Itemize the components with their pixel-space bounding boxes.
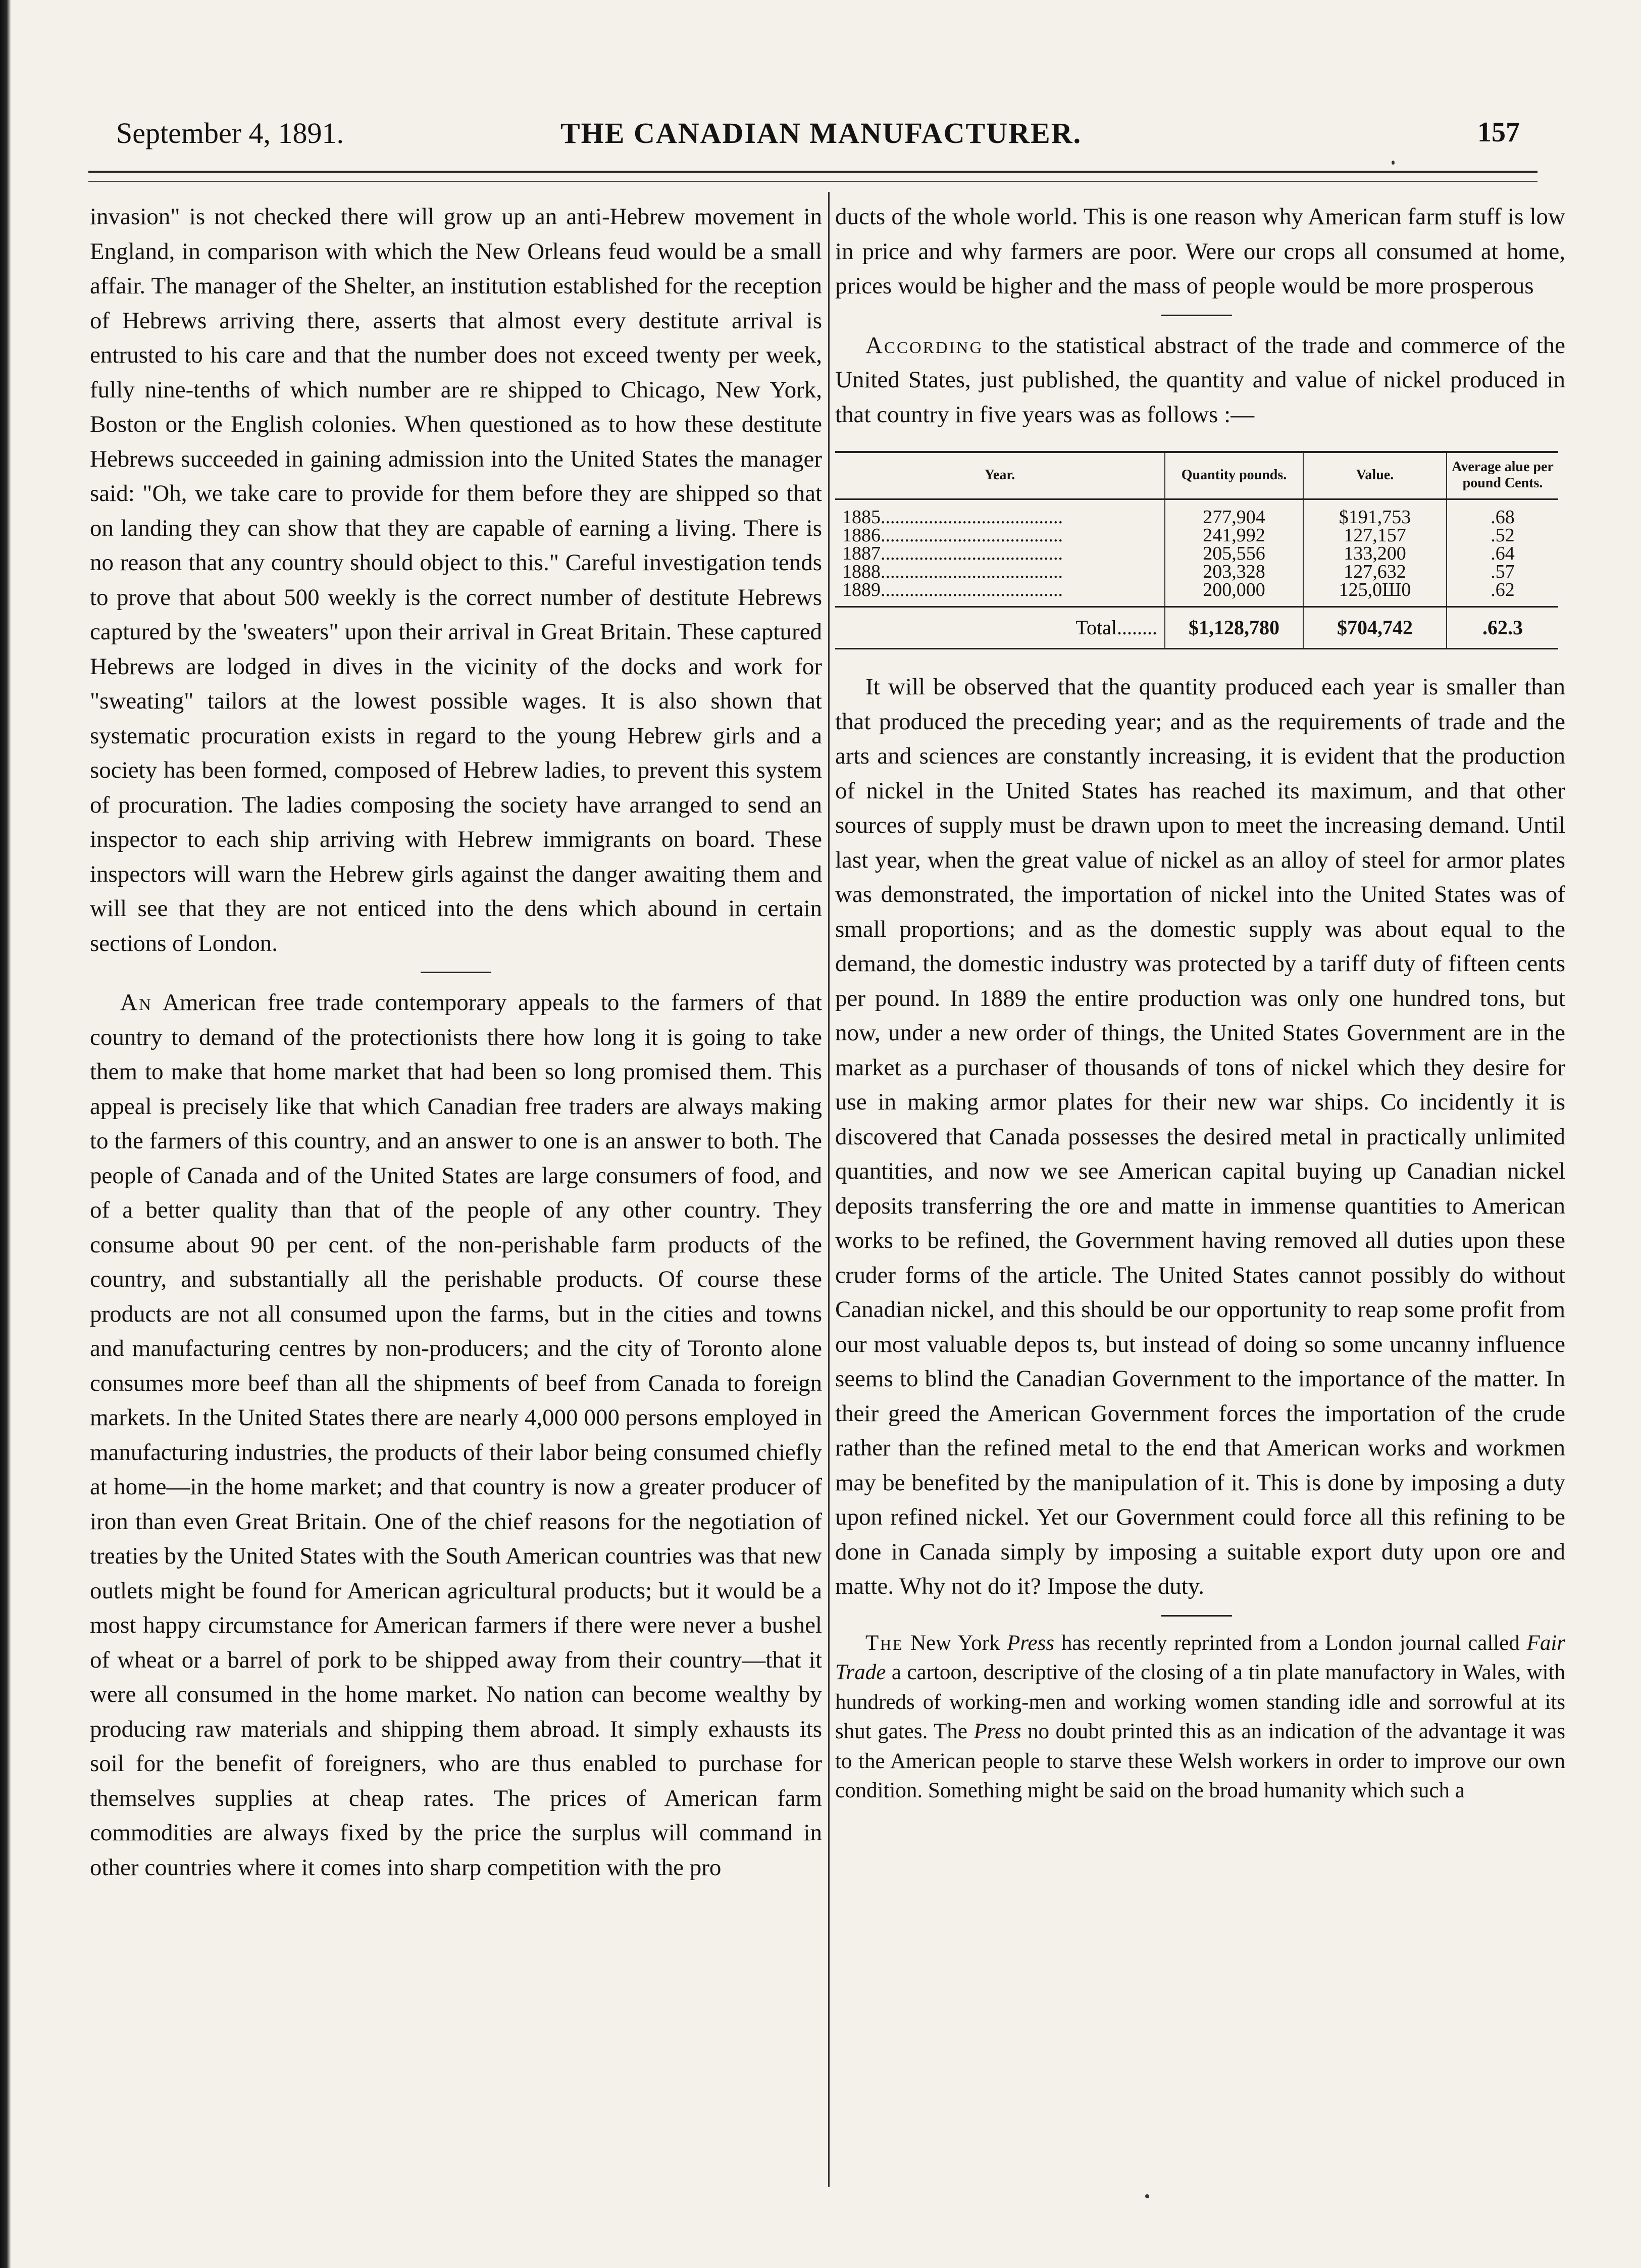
cell-value: 133,200	[1303, 544, 1447, 563]
col-header-value: Value.	[1303, 453, 1447, 499]
italic-press: Press	[973, 1720, 1021, 1743]
section-separator	[1161, 315, 1232, 316]
article-continuation-products: ducts of the whole world. This is one reason why American farm stuff is low in price and why farmers are poor. Were our crops all consumed at home, prices would be higher and the mass of people would be more prosperous	[835, 204, 1565, 299]
cell-average: .52	[1447, 526, 1558, 544]
table-total-row	[835, 607, 1558, 648]
italic-fair-trade: Fair Trade	[835, 1631, 1565, 1684]
text-run: New York	[903, 1631, 1007, 1655]
cell-year: 1889......................................	[842, 579, 1063, 600]
cell-value: 125,0Ш0	[1303, 581, 1447, 607]
dot-leader: ......................................	[881, 543, 1063, 564]
article-free-trade-body: American free trade contemporary appeals to the farmers of that country to demand of the protectionists there how long it is going to take them to make that home market that had been so long promised them. This appeal is precisely like that which Canadian free traders are always making to the farmers of this country, and an answer to one is an answer to both. The people of Canada and of the United States are large consumers of food, and of a better quality than that of the people of any other country. They consume about 90 per cent. of the non-perishable farm products of the country, and substantially all the perishable products. Of course these products are not all consumed upon the farms, but in the cities and towns and manufacturing centres by non-producers; and the city of Toronto alone consumes more beef than all the shipments of beef from Canada to foreign markets. In the United States there are nearly 4,000 000 persons employed in manufacturing industries, the products of their labor being consumed chiefly at home—in the home market; and that country is now a greater producer of iron than even Great Britain. One of the chief reasons for the negotiation of treaties by the United States with the South American countries was that new outlets might be found for American agricultural products; but it would be a most happy circumstance for American farmers if there were never a bushel of wheat or a barrel of pork to be shipped away from their country—that it were all consumed in the home market. No nation can become wealthy by producing raw materials and shipping them abroad. It simply exhausts its soil for the benefit of foreigners, who are thus enabled to purchase for themselves supplies at cheap rates. The prices of American farm commodities are always fixed by the price the surplus will command in other countries where it comes into sharp competition with the pro	[90, 989, 822, 1881]
cell-quantity: 241,992	[1165, 526, 1303, 544]
cell-average: .64	[1447, 544, 1558, 563]
cell-value: 127,632	[1303, 563, 1447, 581]
cell-average: .62	[1447, 581, 1558, 607]
total-average: .62.3	[1447, 607, 1558, 648]
total-label: Total........	[835, 607, 1165, 648]
text-run: has recently reprinted from a London journal called	[1054, 1631, 1527, 1655]
cell-year: 1887......................................	[842, 543, 1063, 564]
page-edge-shadow	[0, 0, 11, 2268]
section-separator	[1161, 1615, 1232, 1617]
article-nickel-intro-body: to the statistical abstract of the trade and commerce of the United States, just published, the quantity and value of nickel produced in that country in five years was as follows :—	[835, 332, 1565, 428]
table-row	[835, 581, 1558, 607]
table-row	[835, 544, 1558, 563]
text-run: no doubt printed this as an indication of the advantage it was to the American people to starve these Welsh workers in order to improve our own condition. Something might be said on the broad humanity which such a	[835, 1720, 1565, 1802]
page-number: 157	[1477, 117, 1520, 148]
nickel-production-table	[835, 451, 1558, 649]
col-header-year: Year.	[835, 453, 1165, 499]
article-free-trade	[90, 985, 822, 1885]
lead-word: An	[120, 989, 152, 1016]
cell-value: $191,753	[1303, 499, 1447, 527]
header-rule	[88, 171, 1537, 182]
cell-quantity: 200,000	[1165, 581, 1303, 607]
right-column	[828, 199, 1565, 1806]
dot-leader: ......................................	[881, 579, 1063, 600]
cell-year: 1886......................................	[842, 525, 1063, 546]
article-tin-plate	[828, 1629, 1565, 1806]
cell-quantity: 203,328	[1165, 563, 1303, 581]
page-header	[116, 116, 1520, 162]
dot-leader: ......................................	[881, 507, 1063, 528]
cell-quantity: 277,904	[1165, 499, 1303, 527]
col-header-quantity: Quantity pounds.	[1165, 453, 1303, 499]
lead-word: According	[865, 332, 984, 359]
article-continuation-hebrew: invasion" is not checked there will grow up an anti-Hebrew movement in England, in comparison with which the New Orleans feud would be a small affair. The manager of the Shelter, an institution established for the reception of Hebrews arriving there, asserts that almost every destitute arrival is entrusted to his care and that the number does not exceed twenty per week, fully nine-tenths of which number are re shipped to Chicago, New York, Boston or the English colonies. When questioned as to how these destitute Hebrews succeeded in gaining admission into the United States the manager said: "Oh, we take care to provide for them before they are shipped so that on landing they can show that they are capable of earning a living. There is no reason that any country should object to this." Careful investigation tends to prove that about 500 weekly is the correct number of destitute Hebrews captured by the 'sweaters" upon their arrival in Great Britain. These captured Hebrews are lodged in dives in the vicinity of the docks and work for "sweating" tailors at the lowest possible wages. It is also shown that systematic procuration exists in regard to the young Hebrew girls and a society has been formed, composed of Hebrew ladies, to prevent this system of procuration. The ladies composing the society have arranged to send an inspector to each ship arriving with Hebrew immigrants on board. These inspectors will warn the Hebrew girls against the danger awaiting them and will see that they are not enticed into the dens which abound in certain sections of London.	[90, 204, 822, 956]
table-header-row	[835, 453, 1558, 499]
cell-average: .57	[1447, 563, 1558, 581]
dot-leader: ......................................	[881, 561, 1063, 582]
table-row	[835, 563, 1558, 581]
header-title: THE CANADIAN MANUFACTURER.	[560, 117, 1082, 149]
ink-dot	[1145, 2194, 1149, 2198]
dot-leader: ......................................	[881, 525, 1063, 546]
text-run: a cartoon, descriptive of the closing of a tin plate manufactory in Wales, with hundreds of working-men and working women standing idle and sorrowful at its shut gates. The	[835, 1660, 1565, 1743]
cell-value: 127,157	[1303, 526, 1447, 544]
cell-average: .68	[1447, 499, 1558, 527]
table-row	[835, 526, 1558, 544]
cell-quantity: 205,556	[1165, 544, 1303, 563]
total-quantity: $1,128,780	[1165, 607, 1303, 648]
total-value: $704,742	[1303, 607, 1447, 648]
table-row	[835, 499, 1558, 527]
ink-speck	[1392, 161, 1395, 165]
left-column	[90, 199, 822, 1885]
article-nickel-intro	[828, 328, 1565, 432]
italic-press: Press	[1007, 1631, 1055, 1655]
lead-word: The	[865, 1631, 904, 1655]
cell-year: 1885......................................	[842, 507, 1063, 528]
col-header-average: Average alue per pound Cents.	[1447, 453, 1558, 499]
header-date: September 4, 1891.	[116, 117, 344, 149]
cell-year: 1888......................................	[842, 561, 1063, 582]
article-nickel-body: It will be observed that the quantity produced each year is smaller than that produced the preceding year; and as the requirements of trade and the arts and sciences are constantly increasing, it is evident that the production of nickel in the United States has reached its maximum, and that other sources of supply must be drawn upon to meet the increasing demand. Until last year, when the great value of nickel as an alloy of steel for armor plates was demonstrated, the importation of nickel into the United States was of small proportions; and as the domestic supply was about equal to the demand, the domestic industry was protected by a tariff duty of fifteen cents per pound. In 1889 the entire production was only one hundred tons, but now, under a new order of things, the United States Government are in the market as a purchaser of thousands of tons of nickel which they desire for use in making armor plates for their new war ships. Co incidently it is discovered that Canada possesses the desired metal in practically unlimited quantities, and now we see American capital buying up Canadian nickel deposits transferring the ore and matte in immense quantities to American works to be refined, the Government having removed all duties upon these cruder forms of the article. The United States cannot possibly do without Canadian nickel, and this should be our opportunity to reap some profit from our most valuable depos ts, but instead of doing so some uncanny influence seems to blind the Canadian Government to the importance of the matter. In their greed the American Government forces the importation of the crude rather than the refined metal to the end that American works and workmen may be benefited by the manipulation of it. This is done by imposing a duty upon refined nickel. Yet our Government could force all this refining to be done in Canada simply by imposing a suitable export duty upon ore and matte. Why not do it? Impose the duty.	[835, 674, 1565, 1599]
section-separator	[421, 972, 491, 973]
